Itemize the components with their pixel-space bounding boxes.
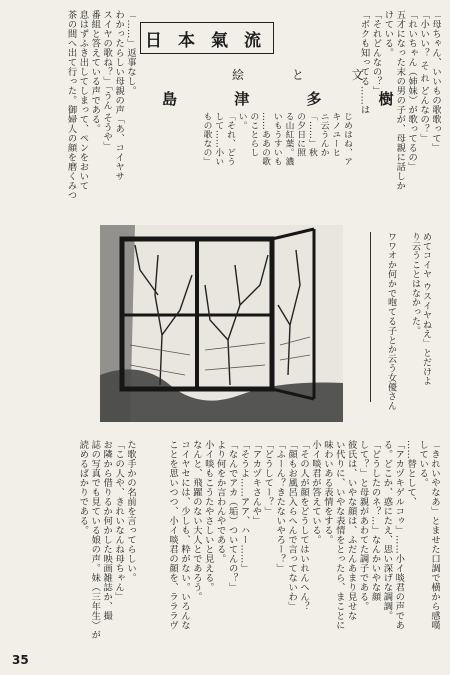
text-line: 「ふーん？きたないやろー？」 xyxy=(274,440,286,573)
text-line: のことらし xyxy=(248,112,259,157)
text-line: キノユーヒ xyxy=(330,112,341,157)
text-line: ……ああの歌 xyxy=(260,112,271,166)
column-bottom-right xyxy=(145,440,440,662)
text-line: コイヤセには、少しも、粋がない。いろんな xyxy=(178,440,190,630)
text-line: 「なんでアカ（垢）ついてんの？」 xyxy=(226,440,238,592)
text-line: い代りに、いやな表情をとったら、まことに xyxy=(333,440,345,630)
text-line: 小イ啖もこうたやさしいと見える。 xyxy=(202,440,214,592)
illustration-window-tree xyxy=(100,225,343,422)
text-line: じめはね、ア xyxy=(342,112,352,166)
text-line: の夕日に照 xyxy=(295,112,306,157)
text-line: 「どうしたのネ？…」なんかいやな顔 xyxy=(369,440,381,602)
text-line: 茶の間へ出て行った。御婦人の顔を磨くみつ xyxy=(65,10,77,200)
text-line: ニ云うんか xyxy=(318,112,329,157)
text-line: 番組と答えている声である。 xyxy=(89,10,101,134)
title-char: 本 xyxy=(178,30,203,51)
text-line: 「母ちゃん、いいもの歌歌って」 xyxy=(430,10,441,153)
text-line: ……替として、 xyxy=(405,440,417,507)
text-line: 味わいある表情をする。 xyxy=(321,440,333,545)
text-line: 読めるばかりである。 xyxy=(77,440,89,535)
text-line: 「アカヅキゲルコゥ」……小イ啖君の声であ xyxy=(393,440,405,630)
text-line: 「それ、どう xyxy=(224,112,235,166)
caption-divider xyxy=(370,232,371,402)
text-line: 「……」秋 xyxy=(306,112,317,157)
title-char: 氣 xyxy=(211,30,236,51)
text-line: わかったらしい母親の声「あ、コイヤサ xyxy=(113,10,125,181)
column-top-narrow xyxy=(200,112,352,207)
text-line: 「その人が顔をどうしてはいれんへん？ xyxy=(298,440,310,611)
illustration-caption-right: めてコイヤ ウスイヤねえ」とだけより云うことはなかった。 xyxy=(410,232,431,386)
title-char: 流 xyxy=(244,30,269,51)
text-line: 彼氏は、いやな顔は、ふだんあまり見せな xyxy=(345,440,357,621)
text-line: 「そうよ……アア、ハー……」 xyxy=(238,440,250,573)
text-line: している。 xyxy=(417,440,429,488)
text-line: る山紅葉。濃 xyxy=(283,112,294,166)
text-line: 五才になった末の男の子が、母親に話しか xyxy=(394,10,406,191)
column-bottom-left xyxy=(60,440,136,662)
credit-roles: 絵 と 文 xyxy=(232,68,386,82)
text-line: して……小い xyxy=(213,112,224,166)
text-line: 「どうしてー？」 xyxy=(262,440,274,516)
page-number: 35 xyxy=(12,653,29,667)
text-line: 「それどんなの？」 xyxy=(370,10,382,96)
text-line: 「この人や、きれいなんね母ちゃん」 xyxy=(113,440,125,602)
column-top-left xyxy=(60,10,136,222)
text-line: 息はずふき出してしまって、ペンをおいて xyxy=(77,10,89,191)
article-title xyxy=(140,22,274,54)
text-line: 「れいちゃん（姉妹）が歌ってるの」 xyxy=(406,10,418,172)
text-line: なんと、飛躍のない大人とであろう。 xyxy=(190,440,202,602)
text-line: 「顔もお風呂入らへんで言ってないわ」 xyxy=(286,440,298,611)
text-line: い。 xyxy=(236,112,247,130)
text-line: た歌手かの名前を言ってらしい。 xyxy=(125,440,136,583)
text-line: 「きれいやなあ」とませた口調で横から感嘆 xyxy=(429,440,440,630)
column-top-right xyxy=(355,10,441,232)
text-line: 「……」返事なし。 xyxy=(125,10,136,96)
text-line: して？」と母親があわてた調子である。 xyxy=(357,440,369,611)
text-line: お隣から借りるか何かした映画雑誌か、撮 xyxy=(101,440,113,621)
text-line: る。どこか、惑にたえ、思い深げな調調。 xyxy=(381,440,393,621)
text-line: より何をか言わんやである。 xyxy=(214,440,226,564)
illustration-caption: ワワオか何かで咆てる子とか云う女優さん xyxy=(386,232,396,411)
text-line: ことを思いつつ、小イ啖君の顔を、ラララヴ xyxy=(167,440,179,630)
text-line: いもうすいも xyxy=(271,112,282,166)
text-line: 「ボクも知ってる……は xyxy=(358,10,370,115)
text-line: 「小いい？ そ れ どんなの？」 xyxy=(418,10,430,143)
text-line: 誌の写真でも見ている娘の声。妹（三年生）が xyxy=(89,440,101,640)
credit-author-name: 島 津 多 樹 xyxy=(162,90,420,108)
title-char: 日 xyxy=(145,30,170,51)
text-line: 「アカヅキさんや」 xyxy=(250,440,262,526)
text-line: けている。 xyxy=(382,10,394,58)
text-line: 小イ啖君が答えている。 xyxy=(309,440,321,545)
text-line: スイヤの歌ね？」「うん そうや」 xyxy=(101,10,113,152)
text-line: もの歌なの」 xyxy=(201,112,212,166)
